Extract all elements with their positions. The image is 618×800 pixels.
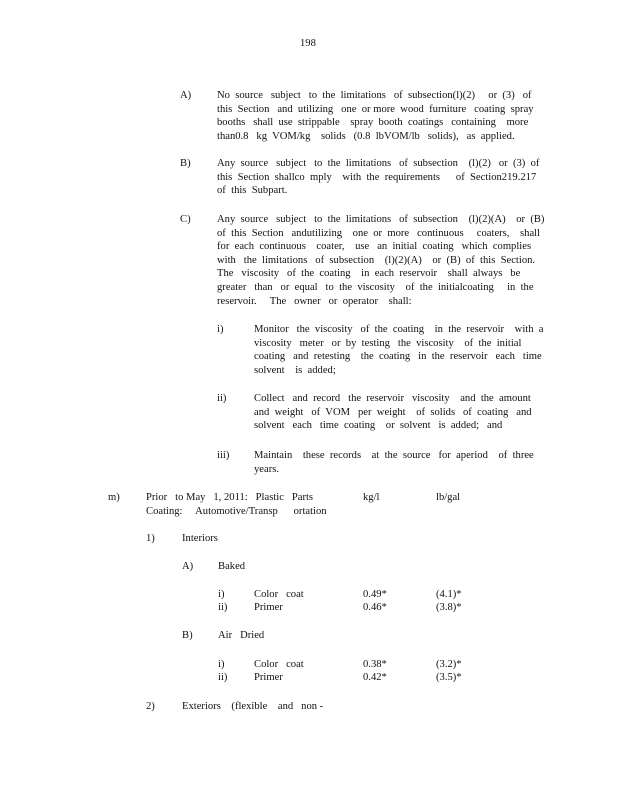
unit-kg-header: kg/l — [363, 492, 380, 503]
interiors-marker: 1) — [146, 533, 155, 544]
air-dried-row-name: Color coat — [254, 659, 304, 670]
item-marker-c: C) — [180, 214, 191, 225]
item-c-text — [217, 213, 544, 308]
baked-row-marker: ii) — [218, 602, 228, 613]
air-dried-row-name: Primer — [254, 672, 283, 683]
sub-ii-text — [254, 392, 532, 433]
text-line: of this Subpart. — [217, 185, 288, 197]
text-line: solvent is added; — [254, 364, 336, 376]
text-line: The viscosity of the coating in each reservoir shall always be — [217, 268, 521, 280]
section-marker-m: m) — [108, 492, 120, 503]
baked-row-name: Color coat — [254, 589, 304, 600]
exteriors-marker: 2) — [146, 701, 155, 712]
item-marker-a: A) — [180, 90, 192, 101]
text-line: coating and retesting the coating in the reservoir each time — [254, 351, 542, 363]
text-line: of this Section andutilizing one or more continuous coaters, shall — [217, 227, 541, 239]
page-number: 198 — [300, 38, 316, 49]
air-dried-marker: B) — [182, 630, 193, 641]
baked-row-name: Primer — [254, 602, 283, 613]
text-line: booths shall use strippable spray booth coatings containing more — [217, 117, 529, 129]
unit-lb-header: lb/gal — [436, 492, 461, 503]
air-dried-row-marker: ii) — [218, 672, 228, 683]
text-line: and weight of VOM per weight of solids of coating and — [254, 406, 532, 418]
air-dried-label: Air Dried — [218, 630, 265, 641]
air-dried-row-kg: 0.42* — [363, 672, 387, 683]
baked-label: Baked — [218, 561, 246, 572]
text-line: viscosity meter or by testing the viscosity of the initial — [254, 337, 522, 349]
baked-row-kg: 0.46* — [363, 602, 387, 613]
air-dried-row-lb: (3.5)* — [436, 672, 462, 683]
baked-marker: A) — [182, 561, 194, 572]
text-line: than0.8 kg VOM/kg solids (0.8 lbVOM/lb solids), as applied. — [217, 130, 515, 142]
text-line: solvent each time coating or solvent is added; and — [254, 420, 503, 432]
text-line: reservoir. The owner or operator shall: — [217, 295, 412, 307]
section-m-title-line2: Coating: Automotive/Transp ortation — [146, 506, 327, 517]
text-line: Collect and record the reservoir viscosity and the amount — [254, 393, 531, 404]
baked-row-marker: i) — [218, 589, 225, 600]
item-b-text — [217, 157, 539, 198]
sub-marker-iii: iii) — [217, 450, 230, 461]
section-m-title-line1: Prior to May 1, 2011: Plastic Parts — [146, 492, 314, 503]
baked-row-lb: (3.8)* — [436, 602, 462, 613]
sub-iii-text — [254, 449, 534, 476]
text-line: years. — [254, 463, 279, 475]
sub-marker-ii: ii) — [217, 393, 227, 404]
air-dried-row-marker: i) — [218, 659, 225, 670]
air-dried-row-kg: 0.38* — [363, 659, 387, 670]
air-dried-row-lb: (3.2)* — [436, 659, 462, 670]
baked-row-lb: (4.1)* — [436, 589, 462, 600]
sub-marker-i: i) — [217, 324, 224, 335]
text-line: Monitor the viscosity of the coating in the reservoir with a — [254, 324, 544, 335]
text-line: No source subject to the limitations of subsection(l)(2) or (3) of — [217, 90, 532, 101]
text-line: Maintain these records at the source for aperiod of three — [254, 450, 534, 461]
text-line: this Section shallco mply with the requirements of Section219.217 — [217, 171, 537, 183]
text-line: greater than or equal to the viscosity of the initialcoating in the — [217, 281, 534, 293]
item-a-text — [217, 89, 534, 143]
text-line: Any source subject to the limitations of subsection (l)(2)(A) or (B) — [217, 214, 545, 225]
text-line: Any source subject to the limitations of subsection (l)(2) or (3) of — [217, 158, 540, 169]
text-line: this Section and utilizing one or more wood furniture coating spray — [217, 103, 534, 115]
item-marker-b: B) — [180, 158, 191, 169]
interiors-label: Interiors — [182, 533, 218, 544]
baked-row-kg: 0.49* — [363, 589, 387, 600]
exteriors-label: Exteriors (flexible and non - — [182, 701, 324, 712]
sub-i-text — [254, 323, 544, 377]
text-line: for each continuous coater, use an initial coating which complies — [217, 241, 532, 253]
text-line: with the limitations of subsection (l)(2)(A) or (B) of this Section. — [217, 254, 536, 266]
